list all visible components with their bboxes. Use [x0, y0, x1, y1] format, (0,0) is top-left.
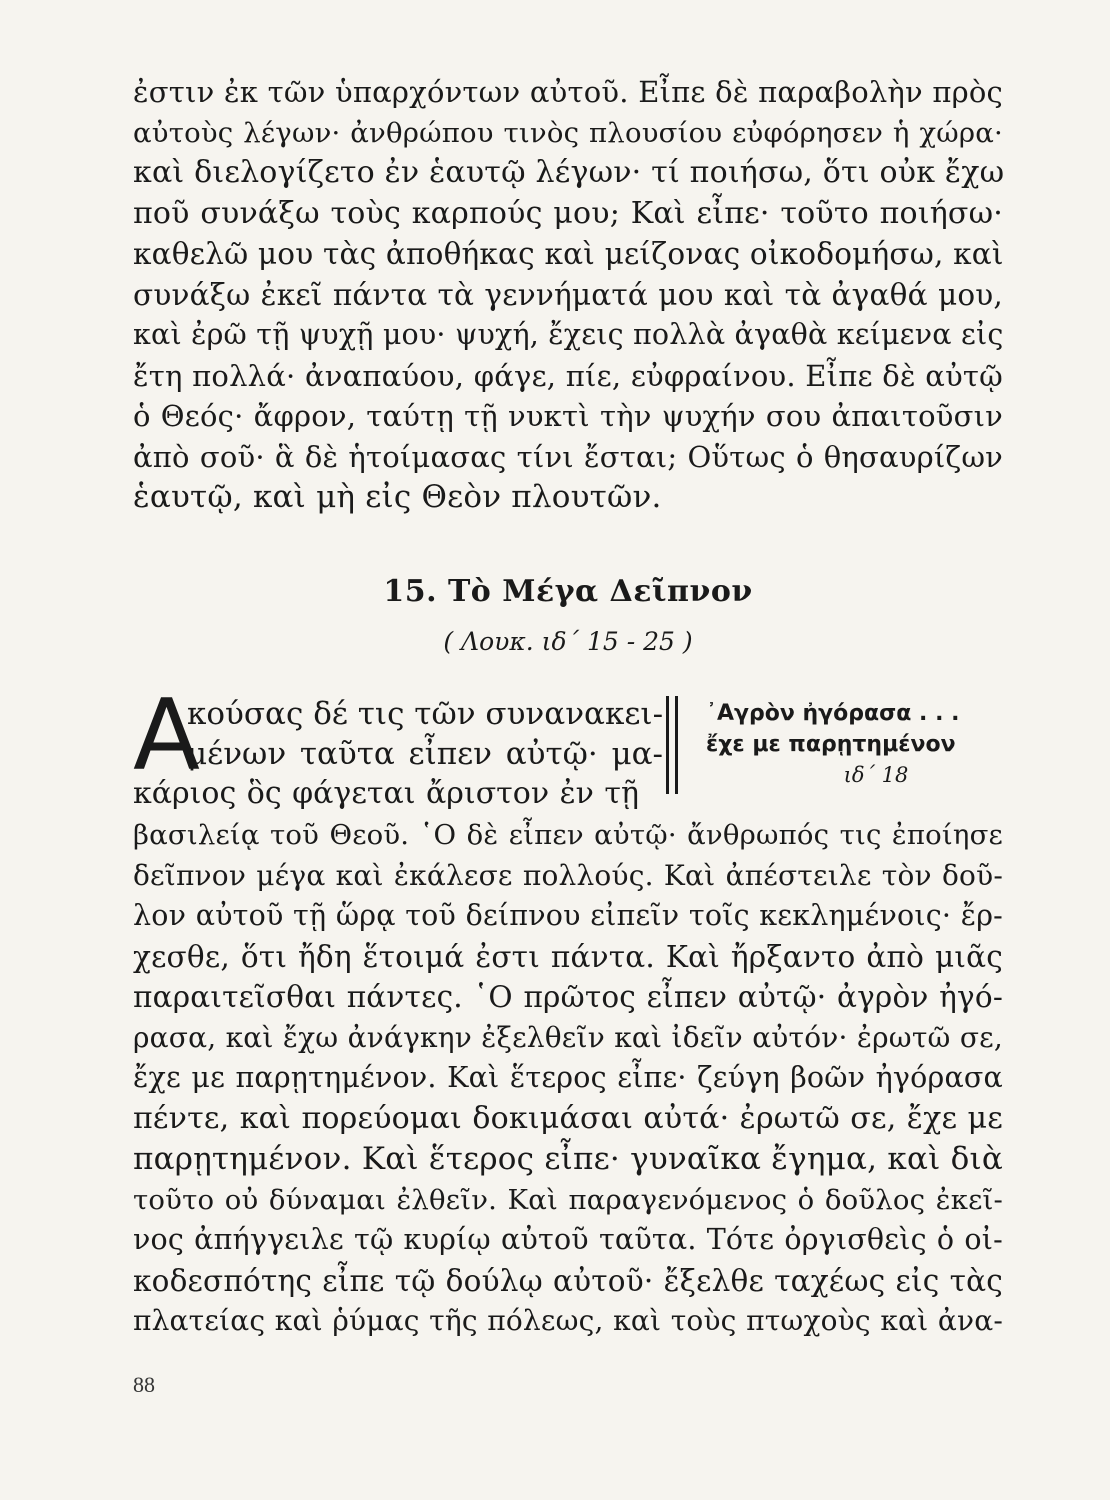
text-line: καθελῶ μου τὰς ἀποθήκας καὶ μείζονας οἰκοδομήσω, καὶ: [133, 237, 1004, 271]
text-line: λον αὐτοῦ τῇ ὥρᾳ τοῦ δείπνου εἰπεῖν τοῖς κεκλημένοις· ἔρ-: [133, 899, 1003, 932]
margin-note-reference: ιδ΄ 18: [843, 763, 909, 787]
text-line: ἑαυτῷ, καὶ μὴ εἰς Θεὸν πλουτῶν.: [133, 479, 662, 515]
text-line: ἐστιν ἐκ τῶν ὑπαρχόντων αὐτοῦ. Εἶπε δὲ παραβολὴν πρὸς: [133, 75, 1003, 109]
text-line: βασιλείᾳ τοῦ Θεοῦ. ῾Ο δὲ εἶπεν αὐτῷ· ἄνθρωπός τις ἐποίησε: [133, 819, 1003, 851]
page-number: 88: [133, 1372, 155, 1397]
text-line: ρασα, καὶ ἔχω ἀνάγκην ἐξελθεῖν καὶ ἰδεῖν αὐτόν· ἐρωτῶ σε,: [133, 1020, 1003, 1054]
section-reference: ( Λουκ. ιδ΄ 15 - 25 ): [443, 627, 693, 656]
text-line: τοῦτο οὐ δύναμαι ἐλθεῖν. Καὶ παραγενόμενος ὁ δοῦλος ἐκεῖ-: [133, 1183, 1003, 1216]
text-line: νος ἀπήγγειλε τῷ κυρίῳ αὐτοῦ ταῦτα. Τότε ὀργισθεὶς ὁ οἰ-: [133, 1223, 1003, 1256]
text-line: συνάξω ἐκεῖ πάντα τὰ γεννήματά μου καὶ τὰ ἀγαθά μου,: [133, 277, 1003, 312]
text-line: χεσθε, ὅτι ἤδη ἕτοιμά ἐστι πάντα. Καὶ ἤρξαντο ἀπὸ μιᾶς: [133, 939, 1003, 974]
text-line: δεῖπνον μέγα καὶ ἐκάλεσε πολλούς. Καὶ ἀπέστειλε τὸν δοῦ-: [133, 858, 1003, 892]
margin-rule: [675, 696, 678, 794]
margin-rule: [666, 696, 669, 794]
main-paragraph: [133, 815, 1003, 1342]
text-line: ἔχε με παρῃτημένον. Καὶ ἕτερος εἶπε· ζεύγη βοῶν ἠγόρασα: [133, 1061, 1003, 1094]
text-line: παρῃτημένον. Καὶ ἕτερος εἶπε· γυναῖκα ἔγημα, καὶ διὰ: [133, 1141, 1003, 1177]
opening-line: κούσας δέ τις τῶν συνανακει-: [187, 696, 664, 732]
margin-note-line: ᾿Αγρὸν ἠγόρασα . . .: [706, 701, 960, 726]
text-line: πλατείας καὶ ῥύμας τῆς πόλεως, καὶ τοὺς πτωχοὺς καὶ ἀνα-: [133, 1304, 1003, 1337]
text-line: καὶ ἐρῶ τῇ ψυχῇ μου· ψυχή, ἔχεις πολλὰ ἀγαθὰ κείμενα εἰς: [133, 318, 1004, 351]
text-line: ἀπὸ σοῦ· ἃ δὲ ἡτοίμασας τίνι ἔσται; Οὕτως ὁ θησαυρίζων: [133, 439, 1003, 474]
opening-line: μένων ταῦτα εἶπεν αὐτῷ· μα-: [187, 736, 663, 772]
margin-note: [706, 698, 1006, 791]
text-line: πέντε, καὶ πορεύομαι δοκιμάσαι αὐτά· ἐρωτῶ σε, ἔχε με: [133, 1100, 1003, 1136]
text-line: ἔτη πολλά· ἀναπαύου, φάγε, πίε, εὐφραίνου. Εἶπε δὲ αὐτῷ: [133, 358, 1003, 393]
drop-cap: Α: [133, 679, 201, 793]
text-line: καὶ διελογίζετο ἐν ἑαυτῷ λέγων· τί ποιήσω, ὅτι οὐκ ἔχω: [133, 155, 1005, 190]
opening-line: κάριος ὃς φάγεται ἄριστον ἐν τῇ: [133, 776, 639, 811]
text-line: ποῦ συνάξω τοὺς καρπούς μου; Καὶ εἶπε· τοῦτο ποιήσω·: [133, 195, 1003, 231]
text-line: κοδεσπότης εἶπε τῷ δούλῳ αὐτοῦ· ἔξελθε ταχέως εἰς τὰς: [133, 1263, 1003, 1298]
text-line: αὐτοὺς λέγων· ἀνθρώπου τινὸς πλουσίου εὐφόρησεν ἡ χώρα·: [133, 116, 1003, 149]
margin-note-line: ἔχε με παρῃτημένον: [706, 732, 956, 757]
top-paragraph: [133, 72, 1003, 518]
text-line: παραιτεῖσθαι πάντες. ῾Ο πρῶτος εἶπεν αὐτῷ· ἀγρὸν ἠγό-: [133, 980, 1003, 1014]
text-line: ὁ Θεός· ἄφρον, ταύτῃ τῇ νυκτὶ τὴν ψυχήν σου ἀπαιτοῦσιν: [133, 399, 1003, 433]
section-heading: 15. Τὸ Μέγα Δεῖπνον: [383, 574, 753, 609]
